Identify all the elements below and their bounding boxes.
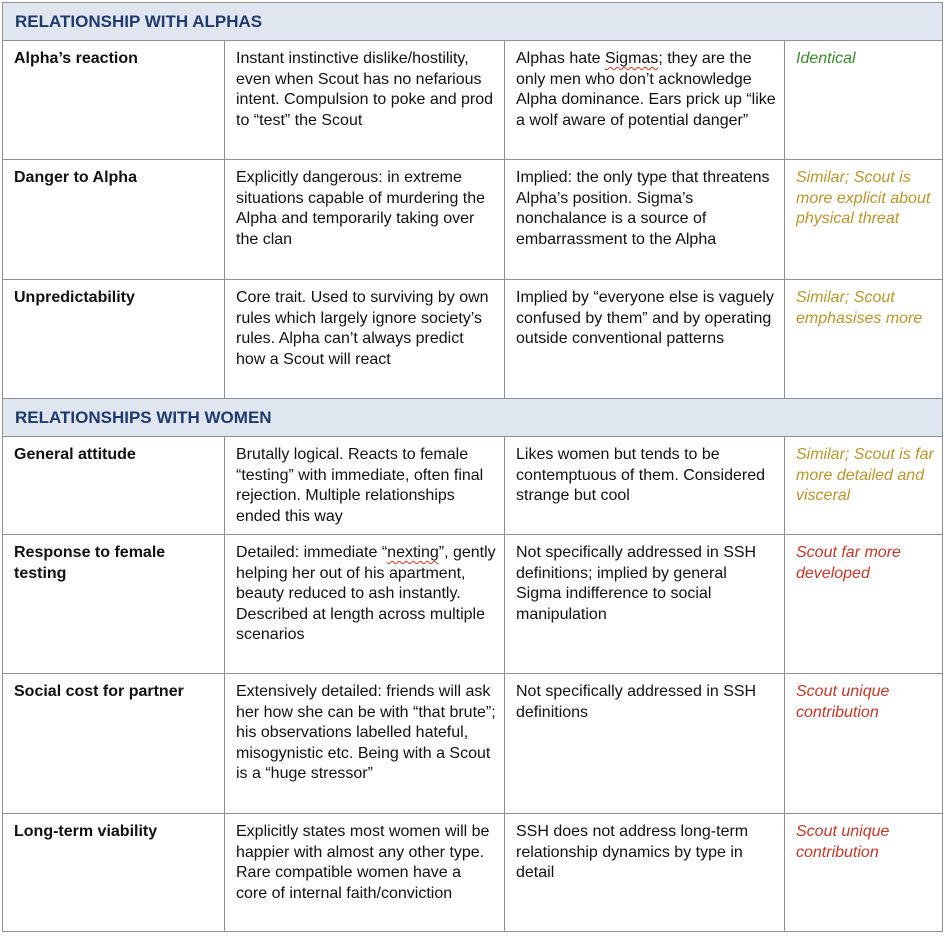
row-label: Danger to Alpha — [3, 160, 225, 280]
section-title: RELATIONSHIP WITH ALPHAS — [3, 3, 943, 41]
row-label: Alpha’s reaction — [3, 41, 225, 160]
scout-description: Instant instinctive dislike/hostility, even when Scout has no nefarious intent. Compulsion to poke and prod to “test” the Scout — [225, 41, 505, 160]
ssh-text-part: ; they are the only men who don’t acknowledge Alpha dominance. Ears prick up “like a wolf aware of potential danger” — [516, 50, 776, 129]
verdict: Similar; Scout is more explicit about physical threat — [785, 160, 943, 280]
section-header-row — [3, 399, 943, 437]
table-row — [3, 160, 943, 280]
verdict: Scout unique contribution — [785, 674, 943, 814]
scout-text-part: ”, gently helping her out of his apartment, beauty reduced to ash instantly. Described at length across multiple scenarios — [236, 544, 496, 643]
section-title: RELATIONSHIPS WITH WOMEN — [3, 399, 943, 437]
ssh-text-part: Alphas hate — [516, 50, 605, 67]
table-row — [3, 814, 943, 932]
ssh-description — [505, 41, 785, 160]
table-row — [3, 535, 943, 674]
verdict: Scout far more developed — [785, 535, 943, 674]
scout-description: Explicitly dangerous: in extreme situations capable of murdering the Alpha and temporarily taking over the clan — [225, 160, 505, 280]
table-row — [3, 674, 943, 814]
spellcheck-flagged-word: Sigmas — [604, 50, 659, 67]
row-label: General attitude — [3, 437, 225, 535]
scout-description — [225, 535, 505, 674]
table-row — [3, 437, 943, 535]
table-row — [3, 41, 943, 160]
ssh-description: Implied: the only type that threatens Alpha’s position. Sigma’s nonchalance is a source of embarrassment to the Alpha — [505, 160, 785, 280]
verdict: Scout unique contribution — [785, 814, 943, 932]
spellcheck-flagged-word: nexting — [387, 544, 439, 561]
verdict: Similar; Scout emphasises more — [785, 280, 943, 399]
ssh-description: Not specifically addressed in SSH definitions; implied by general Sigma indifference to social manipulation — [505, 535, 785, 674]
ssh-description: Implied by “everyone else is vaguely confused by them” and by operating outside conventional patterns — [505, 280, 785, 399]
ssh-description: Likes women but tends to be contemptuous of them. Considered strange but cool — [505, 437, 785, 535]
row-label: Social cost for partner — [3, 674, 225, 814]
table-row — [3, 280, 943, 399]
row-label: Long-term viability — [3, 814, 225, 932]
comparison-table — [2, 2, 943, 932]
scout-description: Brutally logical. Reacts to female “testing” with immediate, often final rejection. Multiple relationships ended this way — [225, 437, 505, 535]
row-label: Unpredictability — [3, 280, 225, 399]
row-label: Response to female testing — [3, 535, 225, 674]
scout-description: Explicitly states most women will be happier with almost any other type. Rare compatible women have a core of internal faith/conviction — [225, 814, 505, 932]
ssh-description: SSH does not address long-term relationship dynamics by type in detail — [505, 814, 785, 932]
scout-description: Core trait. Used to surviving by own rules which largely ignore society’s rules. Alpha can’t always predict how a Scout will react — [225, 280, 505, 399]
section-header-row — [3, 3, 943, 41]
ssh-description: Not specifically addressed in SSH definitions — [505, 674, 785, 814]
verdict: Identical — [785, 41, 943, 160]
scout-description: Extensively detailed: friends will ask her how she can be with “that brute”; his observations labelled hateful, misogynistic etc. Being with a Scout is a “huge stressor” — [225, 674, 505, 814]
scout-text-part: Detailed: immediate “ — [236, 544, 388, 561]
verdict: Similar; Scout is far more detailed and visceral — [785, 437, 943, 535]
